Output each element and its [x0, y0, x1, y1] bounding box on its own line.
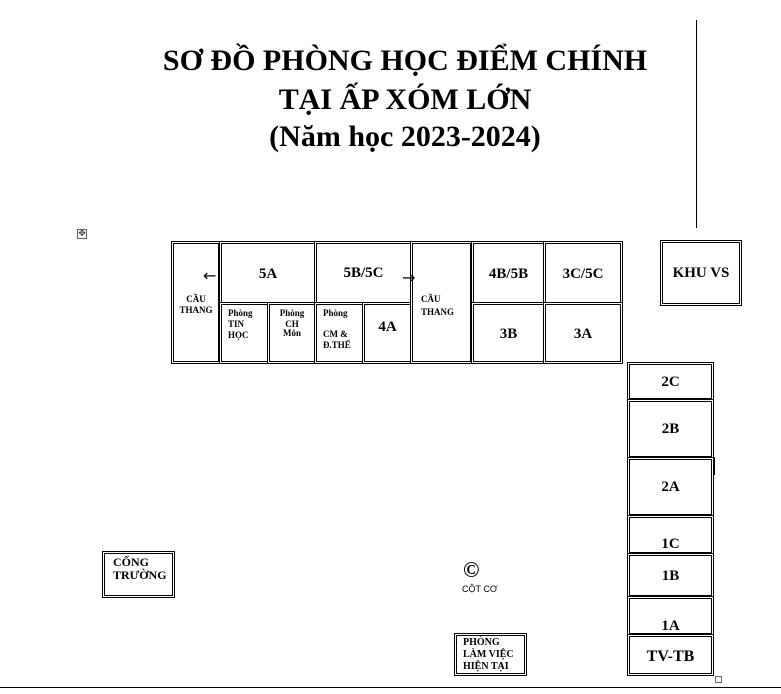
ch-mon-line3: Môn — [283, 328, 301, 338]
office-line2: LÀM VIỆC — [463, 649, 514, 660]
room-stair-right — [410, 241, 473, 364]
room-2b[interactable] — [627, 399, 714, 459]
room-cm-dthe[interactable] — [314, 302, 365, 364]
room-stair-left — [171, 241, 221, 364]
room-5b-5c[interactable] — [314, 241, 416, 305]
room-4b-5b[interactable] — [471, 241, 546, 305]
stair-right-line1: CẦU — [421, 294, 441, 304]
cm-dthe-line1: Phòng — [323, 308, 348, 318]
office-line1: PHÒNG — [463, 637, 500, 648]
room-5a-label: 5A — [258, 266, 278, 282]
vertical-divider — [696, 20, 697, 228]
room-3a-label: 3A — [573, 326, 593, 342]
room-2a-label: 2A — [661, 479, 680, 495]
room-3a[interactable] — [543, 302, 623, 364]
flagpole-label: CỘT CƠ — [462, 584, 498, 594]
room-1c-label: 1C — [661, 536, 680, 552]
arrow-left-icon: ← — [203, 266, 217, 285]
tin-hoc-line3: HỌC — [228, 330, 249, 340]
cm-dthe-line2: CM & — [323, 329, 348, 339]
move-handle-icon[interactable]: ✥ — [78, 229, 86, 239]
room-3c-5c-label: 3C/5C — [562, 266, 604, 282]
cm-dthe-line3: Đ.THỂ — [323, 340, 351, 350]
current-office[interactable] — [454, 633, 527, 676]
flagpole-icon: © — [463, 557, 480, 582]
cursor-mark — [714, 457, 715, 475]
arrow-right-icon: → — [402, 268, 416, 287]
room-3b-label: 3B — [499, 326, 518, 342]
tin-hoc-line2: TIN — [228, 319, 245, 329]
stair-right-line2: THANG — [421, 307, 455, 317]
stair-left-line1: CẦU — [186, 294, 206, 304]
room-2c-label: 2C — [661, 374, 680, 390]
room-ch-mon[interactable] — [267, 302, 317, 364]
room-4b-5b-label: 4B/5B — [488, 266, 529, 282]
diagram-title: SƠ ĐỒ PHÒNG HỌC ĐIỂM CHÍNH — [162, 44, 648, 77]
room-2a[interactable] — [627, 457, 714, 517]
room-1b[interactable] — [627, 553, 714, 598]
gate-line1: CỔNG — [113, 555, 149, 569]
library-equipment-label: TV-TB — [646, 648, 695, 665]
room-1b-label: 1B — [661, 568, 680, 584]
ch-mon-line2: CH — [285, 319, 299, 329]
room-3b[interactable] — [471, 302, 546, 364]
ch-mon-line1: Phòng — [279, 308, 305, 318]
room-3c-5c[interactable] — [543, 241, 623, 305]
room-1a-label: 1A — [661, 618, 680, 634]
room-4a[interactable] — [362, 302, 413, 364]
room-1c[interactable] — [627, 515, 714, 555]
stair-left-line2: THANG — [179, 305, 213, 315]
room-4a-label: 4A — [378, 319, 397, 335]
school-gate[interactable] — [102, 551, 175, 598]
restroom-label: KHU VS — [672, 265, 730, 281]
gate-line2: TRƯỜNG — [113, 568, 167, 582]
bottom-edge-line — [0, 687, 781, 688]
library-equipment-room[interactable] — [627, 634, 714, 676]
diagram-subtitle: TẠI ẤP XÓM LỚN — [278, 83, 532, 116]
room-tin-hoc[interactable] — [219, 302, 270, 364]
room-2b-label: 2B — [661, 421, 680, 437]
office-line3: HIỆN TẠI — [463, 661, 509, 672]
school-year: (Năm học 2023-2024) — [269, 120, 541, 153]
room-5a[interactable] — [219, 241, 317, 305]
room-1a[interactable] — [627, 596, 714, 636]
tin-hoc-line1: Phòng — [228, 308, 253, 318]
resize-handle-icon[interactable] — [715, 676, 722, 683]
restroom-area[interactable] — [660, 240, 742, 306]
room-5b-5c-label: 5B/5C — [343, 265, 384, 281]
room-2c[interactable] — [627, 362, 714, 401]
